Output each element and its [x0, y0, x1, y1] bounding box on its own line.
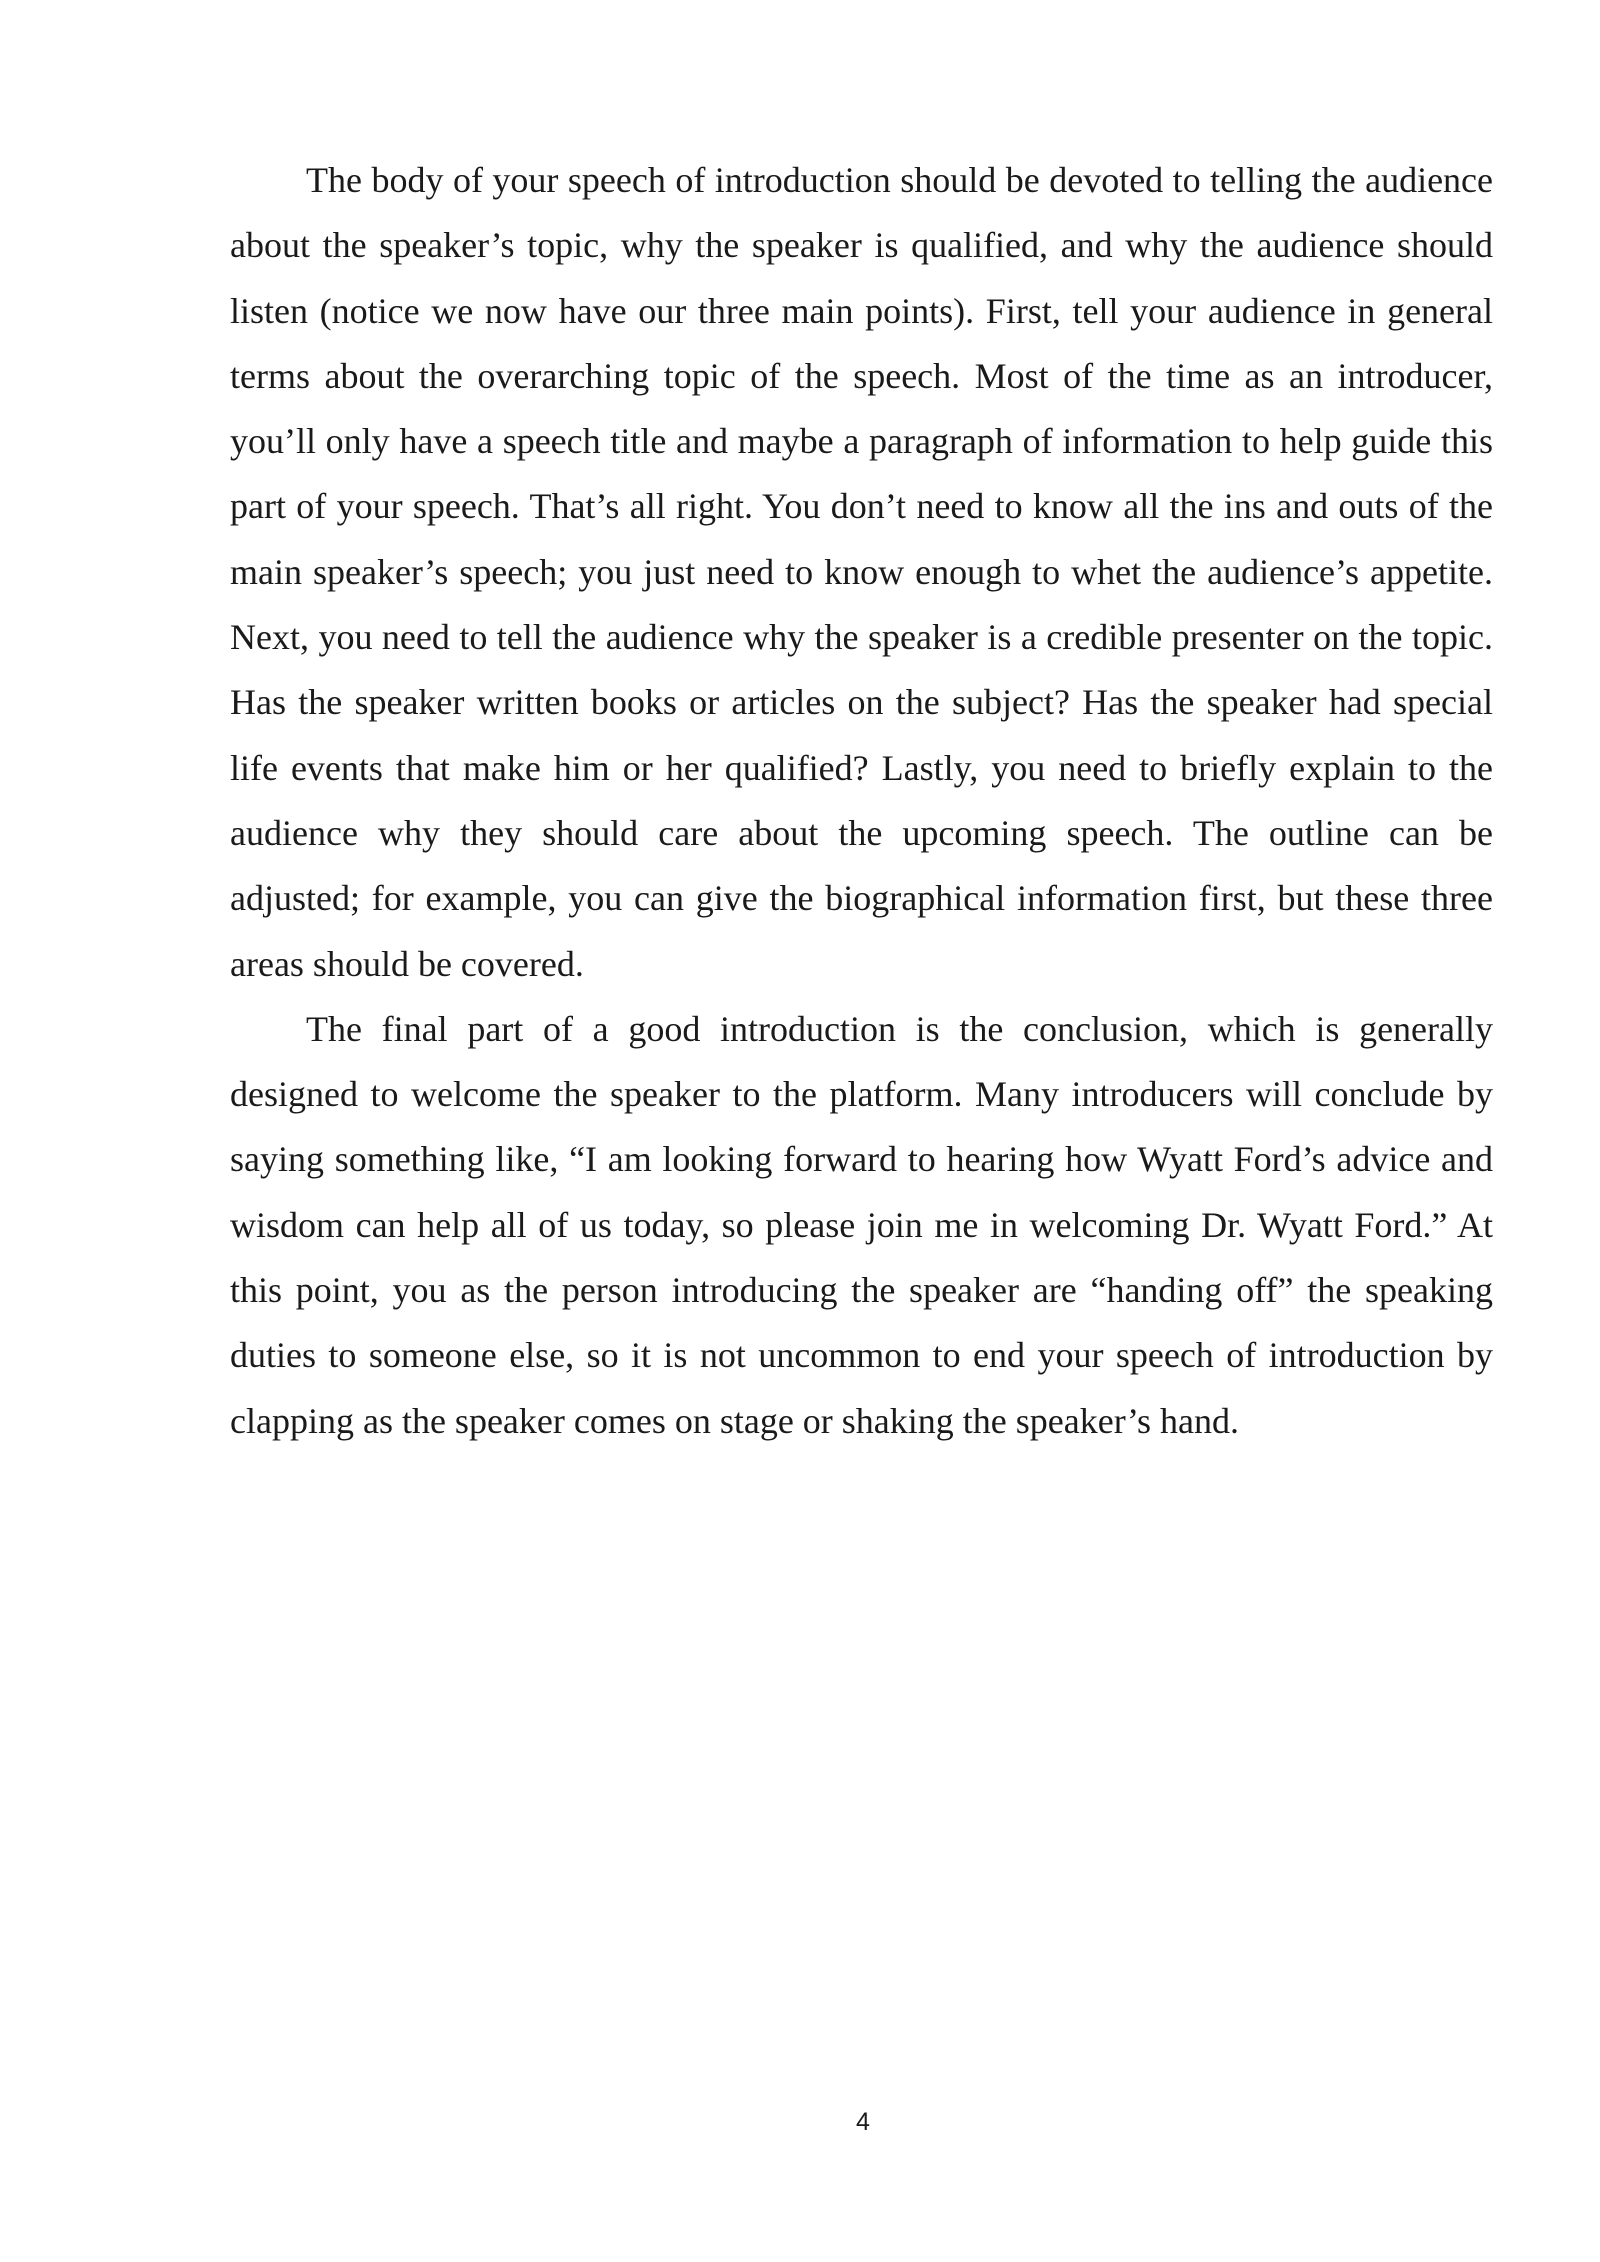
paragraph-body-of-introduction: The body of your speech of introduction should be devoted to telling the audience about the speaker’s topic, why the speaker is qualified, and why the audience should listen (notice we now have our three main points). First, tell your audience in general terms about the overarching topic of the speech. Most of the time as an introducer, you’ll only have a speech title and maybe a paragraph of information to help guide this part of your speech. That’s all right. You don’t need to know all the ins and outs of the main speaker’s speech; you just need to know enough to whet the audience’s appetite. Next, you need to tell the audience why the speaker is a credible presenter on the topic. Has the speaker written books or articles on the subject? Has the speaker had special life events that make him or her qualified? Lastly, you need to briefly explain to the audience why they should care about the upcoming speech. The outline can be adjusted; for example, you can give the biographical information first, but these three areas should be covered. — [230, 160, 1493, 984]
page-number: 4 — [856, 2108, 870, 2136]
paragraph-conclusion: The final part of a good introduction is the conclusion, which is generally designed to welcome the speaker to the platform. Many introducers will conclude by saying something like, “I am looking forward to hearing how Wyatt Ford’s advice and wisdom can help all of us today, so please join me in welcoming Dr. Wyatt Ford.” At this point, you as the person introducing the speaker are “handing off” the speaking duties to someone else, so it is not uncommon to end your speech of introduction by clapping as the speaker comes on stage or shaking the speaker’s hand. — [230, 1008, 1493, 1441]
body-text — [230, 148, 1493, 1454]
